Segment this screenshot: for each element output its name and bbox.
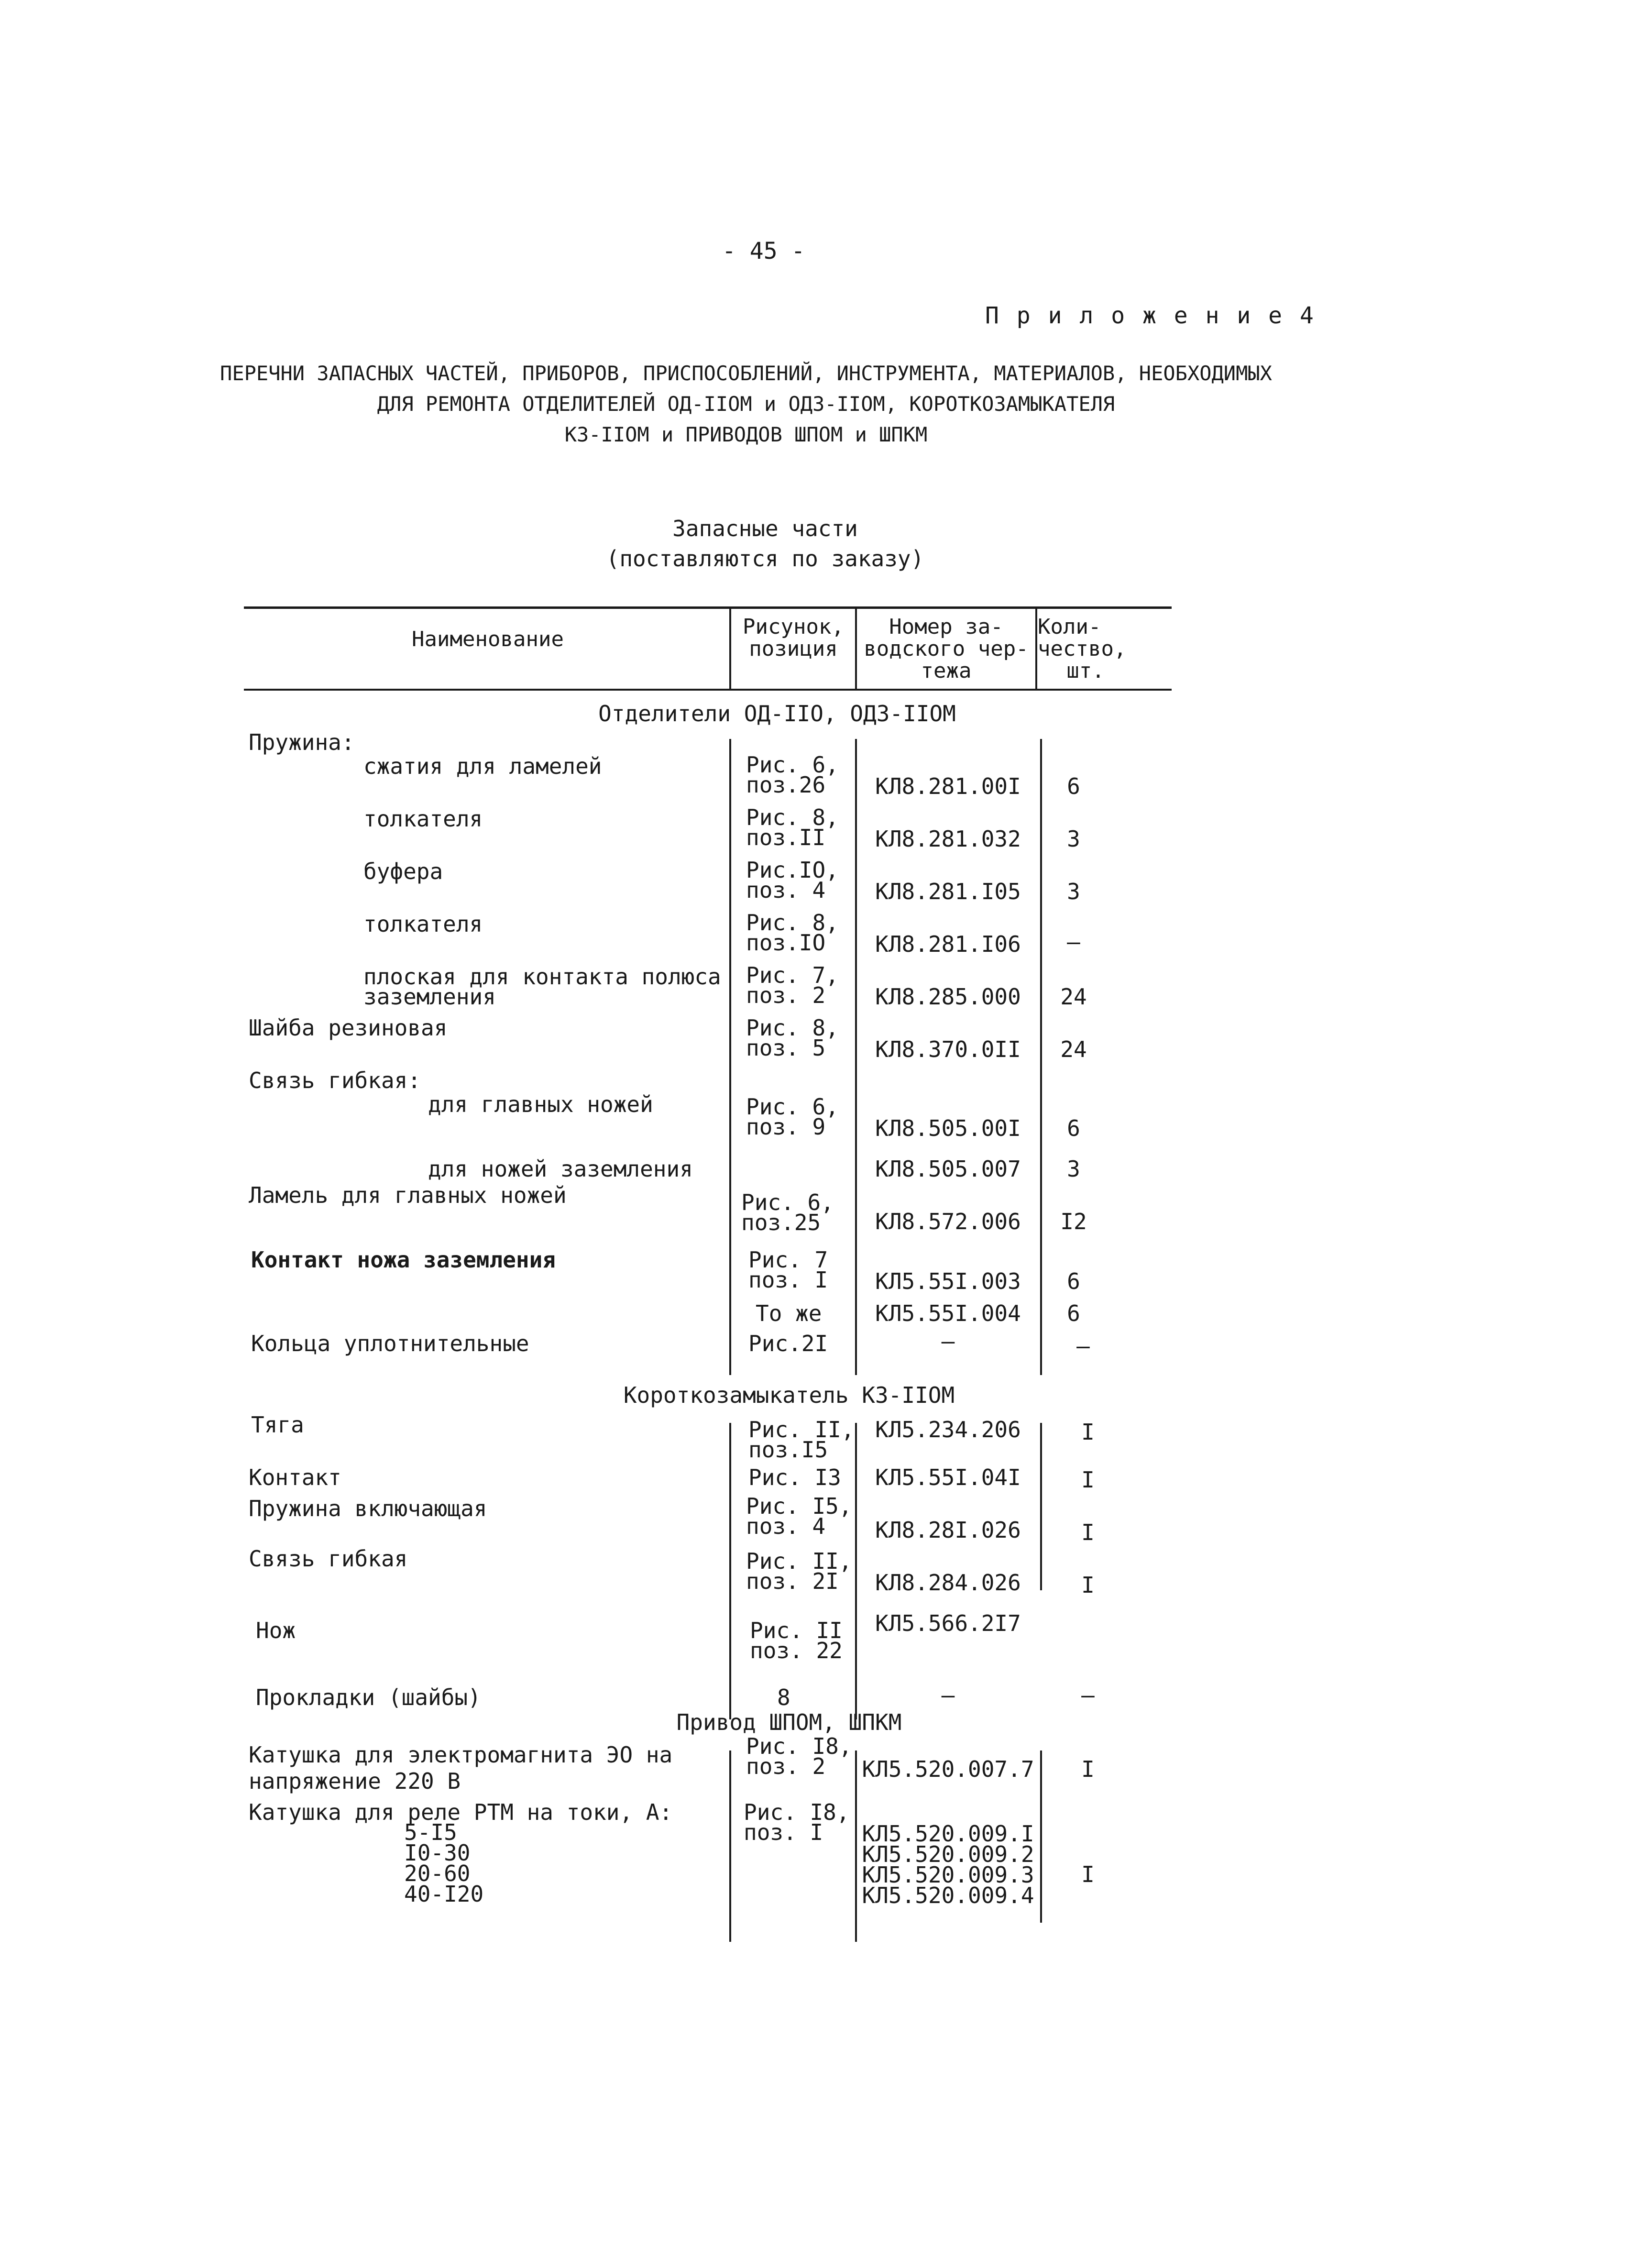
row-9-qty: I2 bbox=[1060, 1209, 1087, 1234]
row-9-drawing: КЛ8.572.006 bbox=[875, 1209, 1021, 1234]
row-20-drawing-2: КЛ5.520.009.2 bbox=[862, 1841, 1034, 1867]
row-20-current-4: 40-I20 bbox=[404, 1881, 484, 1907]
row-3-qty: 3 bbox=[1067, 879, 1080, 904]
column-divider-2 bbox=[855, 739, 857, 1375]
row-5-name-1: плоская для контакта полюса bbox=[363, 964, 721, 990]
row-18-name: Прокладки (шайбы) bbox=[256, 1684, 481, 1710]
row-6-qty: 24 bbox=[1060, 1036, 1087, 1062]
row-20-drawing-3: КЛ5.520.009.3 bbox=[862, 1862, 1034, 1888]
row-19-fig-1: Рис. I8, bbox=[746, 1733, 852, 1759]
row-12-fig: Рис.2I bbox=[748, 1331, 828, 1356]
row-19-fig-2: поз. 2 bbox=[746, 1753, 826, 1779]
row-1-fig-2: поз.26 bbox=[746, 772, 826, 798]
row-4-fig-2: поз.IO bbox=[746, 930, 826, 956]
row-20-name: Катушка для реле РТМ на токи, А: bbox=[249, 1799, 673, 1825]
row-19-name-2: напряжение 220 В bbox=[249, 1768, 461, 1794]
row-11-qty: 6 bbox=[1067, 1300, 1080, 1326]
header-bottom-rule bbox=[244, 689, 1172, 691]
row-1-qty: 6 bbox=[1067, 773, 1080, 799]
row-2-fig-1: Рис. 8, bbox=[746, 804, 839, 830]
row-20-fig-1: Рис. I8, bbox=[744, 1799, 850, 1825]
row-12-drawing: – bbox=[941, 1328, 955, 1354]
row-20-current-1: 5-I5 bbox=[404, 1819, 457, 1845]
row-4-drawing: КЛ8.281.I06 bbox=[875, 931, 1021, 957]
column-header-drawing-2: водского чер- bbox=[864, 637, 1029, 661]
row-7-name: для главных ножей bbox=[428, 1091, 653, 1117]
row-2-qty: 3 bbox=[1067, 826, 1080, 852]
row-20-fig-2: поз. I bbox=[744, 1819, 823, 1845]
column-divider-4 bbox=[729, 1423, 731, 1719]
column-divider-5 bbox=[855, 1423, 857, 1719]
row-7-qty: 6 bbox=[1067, 1115, 1080, 1141]
row-9-fig-1: Рис. 6, bbox=[741, 1189, 834, 1215]
column-header-fig-1: Рисунок, bbox=[743, 615, 844, 639]
row-16-fig-1: Рис. II, bbox=[746, 1548, 852, 1574]
row-12-qty: – bbox=[1076, 1333, 1090, 1359]
row-6-name: Шайба резиновая bbox=[249, 1015, 448, 1041]
row-12-name: Кольца уплотнительные bbox=[251, 1331, 529, 1356]
column-divider-6 bbox=[1040, 1423, 1042, 1590]
row-5-qty: 24 bbox=[1060, 984, 1087, 1010]
document-title-line-3: КЗ-IIОМ и ПРИВОДОВ ШПОМ и ШПКМ bbox=[564, 423, 928, 446]
column-header-name: Наименование bbox=[412, 627, 564, 651]
row-15-fig-1: Рис. I5, bbox=[746, 1493, 852, 1519]
row-17-name: Нож bbox=[256, 1618, 296, 1643]
row-6-drawing: КЛ8.370.0II bbox=[875, 1036, 1021, 1062]
row-3-drawing: КЛ8.281.I05 bbox=[875, 879, 1021, 904]
row-14-drawing: КЛ5.55I.04I bbox=[875, 1464, 1021, 1490]
row-19-qty: I bbox=[1081, 1756, 1095, 1782]
row-11-drawing: КЛ5.55I.004 bbox=[875, 1300, 1021, 1326]
header-divider-3 bbox=[1035, 607, 1037, 690]
column-divider-9 bbox=[1040, 1751, 1042, 1923]
row-2-drawing: КЛ8.281.032 bbox=[875, 826, 1021, 852]
row-10-drawing: КЛ5.55I.003 bbox=[875, 1268, 1021, 1294]
appendix-label: П р и л о ж е н и е 4 bbox=[985, 302, 1316, 329]
row-17-drawing: КЛ5.566.2I7 bbox=[875, 1610, 1021, 1636]
row-16-drawing: КЛ8.284.026 bbox=[875, 1570, 1021, 1596]
row-13-drawing: КЛ5.234.206 bbox=[875, 1417, 1021, 1442]
row-13-qty: I bbox=[1081, 1419, 1095, 1445]
row-3-fig-2: поз. 4 bbox=[746, 877, 826, 903]
row-16-name: Связь гибкая bbox=[249, 1546, 408, 1572]
subtitle-line-1: Запасные части bbox=[672, 516, 858, 541]
section-heading-drives: Привод ШПОМ, ШПКМ bbox=[676, 1709, 902, 1735]
row-17-fig-1: Рис. II bbox=[750, 1618, 843, 1643]
header-divider-1 bbox=[729, 607, 731, 690]
row-4-qty: – bbox=[1067, 929, 1080, 955]
row-3-fig-1: Рис.IO, bbox=[746, 857, 839, 883]
row-10-fig-1: Рис. 7 bbox=[748, 1247, 828, 1273]
column-divider-8 bbox=[855, 1751, 857, 1942]
row-1-name: сжатия для ламелей bbox=[363, 753, 602, 779]
row-10-qty: 6 bbox=[1067, 1268, 1080, 1294]
row-14-name: Контакт bbox=[249, 1464, 341, 1490]
column-header-qty-3: шт. bbox=[1066, 659, 1105, 683]
row-20-qty: I bbox=[1081, 1861, 1095, 1887]
row-7-fig-1: Рис. 6, bbox=[746, 1094, 839, 1120]
row-18-fig: 8 bbox=[777, 1684, 790, 1710]
group-heading-flexible-link: Связь гибкая: bbox=[249, 1068, 421, 1093]
row-20-drawing-1: КЛ5.520.009.I bbox=[862, 1821, 1034, 1847]
row-5-fig-2: поз. 2 bbox=[746, 982, 826, 1008]
row-1-fig-1: Рис. 6, bbox=[746, 752, 839, 778]
row-5-drawing: КЛ8.285.000 bbox=[875, 984, 1021, 1010]
document-title-line-1: ПЕРЕЧНИ ЗАПАСНЫХ ЧАСТЕЙ, ПРИБОРОВ, ПРИСПОСОБЛЕНИЙ, ИНСТРУМЕНТА, МАТЕРИАЛОВ, НЕОБХОДИМЫХ bbox=[220, 362, 1272, 385]
column-header-drawing-1: Номер за- bbox=[889, 615, 1003, 639]
row-6-fig-2: поз. 5 bbox=[746, 1035, 826, 1061]
page-number: - 45 - bbox=[722, 238, 805, 264]
row-15-fig-2: поз. 4 bbox=[746, 1513, 826, 1539]
column-divider-3 bbox=[1040, 739, 1042, 1375]
row-20-current-2: I0-30 bbox=[404, 1840, 471, 1866]
row-14-fig: Рис. I3 bbox=[748, 1464, 841, 1490]
row-16-qty: I bbox=[1081, 1572, 1095, 1598]
row-8-qty: 3 bbox=[1067, 1156, 1080, 1182]
row-19-name-1: Катушка для электромагнита ЭО на bbox=[249, 1742, 673, 1768]
row-9-name: Ламель для главных ножей bbox=[249, 1182, 567, 1208]
row-10-name: Контакт ножа заземления bbox=[251, 1247, 556, 1273]
row-15-drawing: КЛ8.28I.026 bbox=[875, 1517, 1021, 1543]
column-divider-7 bbox=[729, 1751, 731, 1942]
row-4-name: толкателя bbox=[363, 911, 483, 937]
document-title-line-2: ДЛЯ РЕМОНТА ОТДЕЛИТЕЛЕЙ ОД-IIОМ и ОДЗ-IIОМ, КОРОТКОЗАМЫКАТЕЛЯ bbox=[377, 392, 1115, 416]
row-13-name: Тяга bbox=[251, 1412, 304, 1438]
column-header-drawing-3: тежа bbox=[921, 659, 972, 683]
row-6-fig-1: Рис. 8, bbox=[746, 1015, 839, 1041]
row-13-fig-2: поз.I5 bbox=[748, 1437, 828, 1463]
row-4-fig-1: Рис. 8, bbox=[746, 910, 839, 936]
row-1-drawing: КЛ8.281.00I bbox=[875, 773, 1021, 799]
row-11-fig: То же bbox=[756, 1300, 822, 1326]
row-3-name: буфера bbox=[363, 859, 443, 884]
row-18-drawing: – bbox=[941, 1682, 955, 1708]
row-2-fig-2: поз.II bbox=[746, 825, 826, 850]
row-2-name: толкателя bbox=[363, 806, 483, 832]
row-7-fig-2: поз. 9 bbox=[746, 1114, 826, 1140]
section-heading-short-circuiter: Короткозамыкатель КЗ-IIОМ bbox=[623, 1382, 955, 1408]
column-header-qty-2: чество, bbox=[1038, 637, 1127, 661]
row-20-drawing-4: КЛ5.520.009.4 bbox=[862, 1883, 1034, 1908]
row-13-fig-1: Рис. II, bbox=[748, 1417, 855, 1442]
row-17-fig-2: поз. 22 bbox=[750, 1638, 843, 1663]
row-15-name: Пружина включающая bbox=[249, 1496, 487, 1521]
row-10-fig-2: поз. I bbox=[748, 1267, 828, 1293]
row-9-fig-2: поз.25 bbox=[741, 1210, 821, 1235]
row-14-qty: I bbox=[1081, 1467, 1095, 1493]
section-heading-disconnectors: Отделители ОД-IIО, ОДЗ-IIОМ bbox=[598, 701, 956, 727]
row-8-drawing: КЛ8.505.007 bbox=[875, 1156, 1021, 1182]
subtitle-line-2: (поставляются по заказу) bbox=[606, 546, 924, 572]
row-18-qty: – bbox=[1081, 1682, 1095, 1708]
row-19-drawing: КЛ5.520.007.7 bbox=[862, 1756, 1034, 1782]
column-header-fig-2: позиция bbox=[749, 637, 838, 661]
row-16-fig-2: поз. 2I bbox=[746, 1568, 839, 1594]
table-top-rule bbox=[244, 606, 1172, 609]
row-5-fig-1: Рис. 7, bbox=[746, 962, 839, 988]
row-20-current-3: 20-60 bbox=[404, 1861, 471, 1886]
row-7-drawing: КЛ8.505.00I bbox=[875, 1115, 1021, 1141]
row-15-qty: I bbox=[1081, 1519, 1095, 1545]
group-heading-spring: Пружина: bbox=[249, 729, 355, 755]
column-header-qty-1: Коли- bbox=[1038, 615, 1101, 639]
row-5-name-2: заземления bbox=[363, 984, 496, 1010]
row-8-name: для ножей заземления bbox=[428, 1156, 693, 1182]
column-divider-1 bbox=[729, 739, 731, 1375]
